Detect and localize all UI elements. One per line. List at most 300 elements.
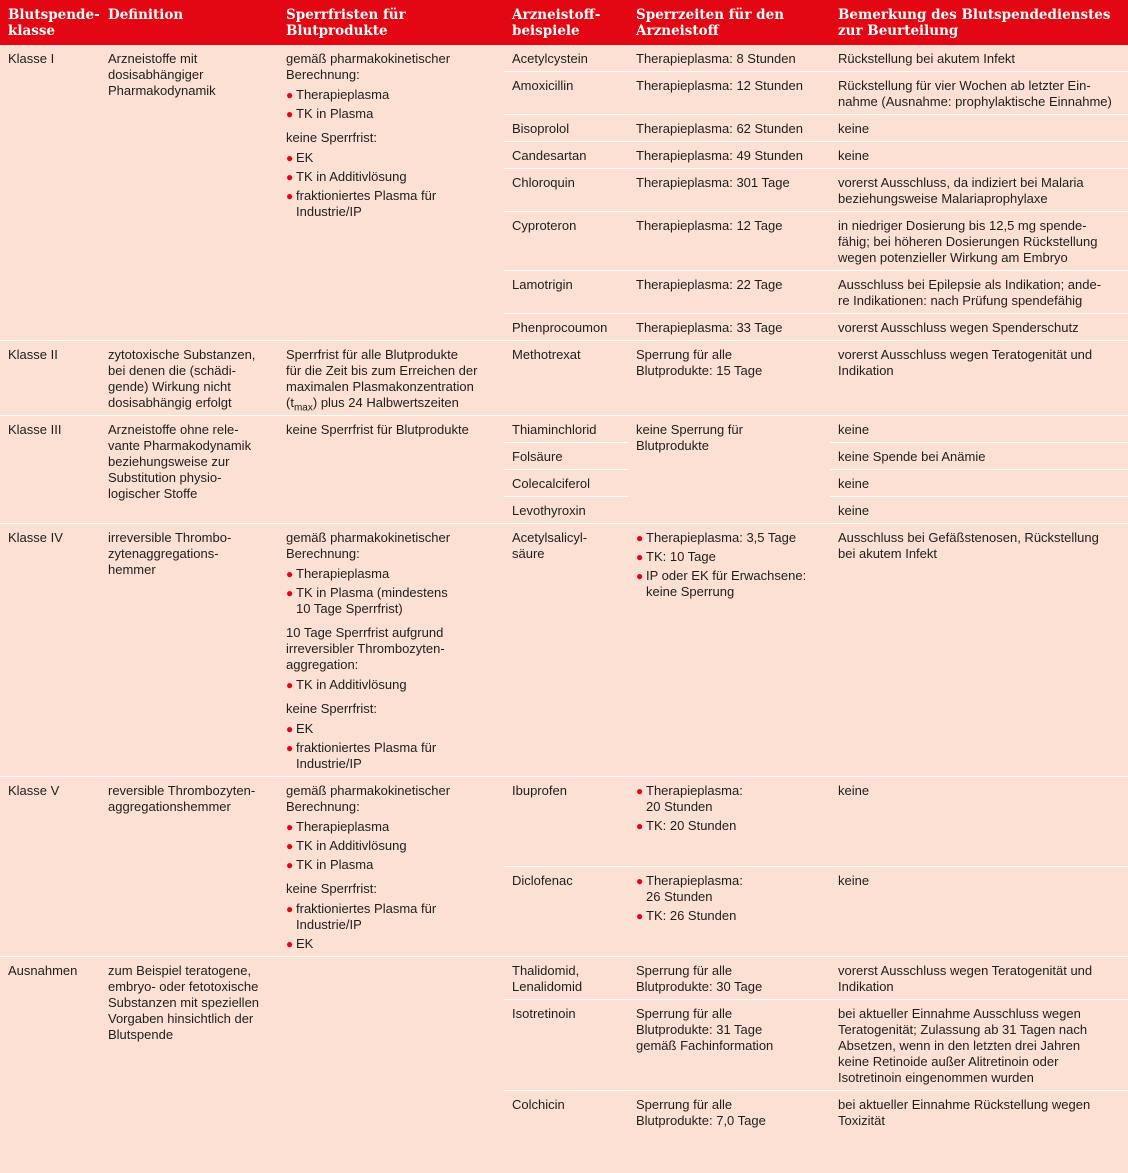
bullet-list — [636, 530, 822, 600]
bemerkung-line: bei akutem Infekt — [838, 546, 937, 561]
bullet-icon: ● — [286, 858, 294, 872]
bullet-line: Industrie/IP — [296, 756, 362, 771]
bullet-line: IP oder EK für Erwachsene: — [646, 568, 807, 583]
bullet-text — [296, 188, 496, 220]
bullet-text — [296, 721, 496, 737]
definition-line: dosisabhängiger — [108, 67, 204, 82]
bemerkung-cell — [830, 341, 1128, 416]
bemerkung-line: Indikation — [838, 363, 894, 378]
header-bemerkung-line: Bemerkung des Blutspendedienstes — [838, 7, 1111, 23]
definition-line: aggregationshemmer — [108, 799, 231, 814]
bullet-icon: ● — [286, 567, 294, 581]
bullet-item — [286, 566, 496, 582]
sperrfristen-line: aggregation: — [286, 657, 359, 672]
bullet-list — [286, 87, 496, 122]
sperrfristen-cell — [278, 341, 504, 416]
header-definition — [100, 0, 278, 45]
class-name: Klasse II — [8, 347, 58, 362]
sperrzeit-line: Blutprodukte: 7,0 Tage — [636, 1113, 766, 1128]
bemerkung-line: Ausschluss bei Epilepsie als Indikation; ande- — [838, 277, 1102, 292]
drug-name: Acetylsalicyl- — [512, 530, 588, 545]
sperrzeit-cell — [628, 341, 830, 416]
bullet-icon: ● — [286, 151, 294, 165]
bullet-icon: ● — [286, 88, 294, 102]
drug-name-cell — [504, 470, 628, 497]
sperrzeit-line: Therapieplasma: 8 Stunden — [636, 51, 796, 66]
bemerkung-line: vorerst Ausschluss wegen Teratogenität und — [838, 347, 1093, 362]
class-name: Klasse I — [8, 51, 55, 66]
definition-cell — [100, 524, 278, 777]
drug-name: Cyproteron — [512, 218, 577, 233]
bullet-line: TK in Additivlösung — [296, 169, 407, 184]
definition-line: vante Pharmakodynamik — [108, 438, 252, 453]
sperrfristen-cell — [278, 777, 504, 957]
drug-name-cell — [504, 271, 628, 314]
bemerkung-cell — [830, 115, 1128, 142]
bullet-text — [296, 106, 496, 122]
sperrzeit-line: Therapieplasma: 49 Stunden — [636, 148, 803, 163]
sperrfristen-cell — [278, 524, 504, 777]
bemerkung-line: in niedriger Dosierung bis 12,5 mg spende- — [838, 218, 1087, 233]
bullet-line: TK in Plasma — [296, 857, 374, 872]
bemerkung-line: Rückstellung für vier Wochen ab letzter Ein- — [838, 78, 1091, 93]
sperrfristen-line: keine Sperrfrist für Blutprodukte — [286, 422, 469, 437]
drug-name-cell — [504, 169, 628, 212]
bemerkung-line: keine — [838, 503, 870, 518]
bullet-item — [286, 740, 496, 772]
sperrfristen-text — [286, 625, 496, 673]
drug-name-cell — [504, 212, 628, 271]
sperrfristen-text — [286, 530, 496, 562]
bullet-line: fraktioniertes Plasma für — [296, 740, 437, 755]
bullet-item — [636, 549, 822, 565]
bullet-line: keine Sperrung — [646, 584, 735, 599]
bemerkung-line: bei aktueller Einnahme Rückstellung wegen — [838, 1097, 1091, 1112]
sperrzeit-line: Sperrung für alle — [636, 347, 733, 362]
bemerkung-cell — [830, 416, 1128, 443]
bemerkung-line: Ausschluss bei Gefäßstenosen, Rückstellung — [838, 530, 1099, 545]
definition-line: zytenaggregations- — [108, 546, 219, 561]
sperrzeit-line: Therapieplasma: 62 Stunden — [636, 121, 803, 136]
header-klasse-line: Blutspende- — [8, 7, 100, 23]
class-name: Klasse III — [8, 422, 62, 437]
bullet-text — [646, 818, 822, 834]
bullet-item — [286, 838, 496, 854]
sperrzeit-cell — [628, 416, 830, 524]
bullet-icon: ● — [286, 586, 294, 600]
sperrzeit-cell — [628, 72, 830, 115]
bullet-line: Therapieplasma: 3,5 Tage — [646, 530, 797, 545]
bullet-line: EK — [296, 150, 314, 165]
bullet-item — [636, 783, 822, 815]
bullet-list — [286, 721, 496, 772]
bemerkung-line: keine — [838, 148, 870, 163]
bullet-item — [286, 901, 496, 933]
bemerkung-cell — [830, 867, 1128, 957]
class-name-cell — [0, 416, 100, 524]
definition-line: Arzneistoffe mit — [108, 51, 198, 66]
bemerkung-line: bei aktueller Einnahme Ausschluss wegen — [838, 1006, 1081, 1021]
bullet-text — [296, 901, 496, 933]
drug-name-cell — [504, 341, 628, 416]
sperrzeit-line: Therapieplasma: 22 Tage — [636, 277, 783, 292]
drug-name: Amoxicillin — [512, 78, 574, 93]
sperrfristen-cell — [278, 416, 504, 524]
bemerkung-line: Indikation — [838, 979, 894, 994]
bemerkung-line: re Indikationen: nach Prüfung spendefähig — [838, 293, 1083, 308]
bemerkung-line: keine — [838, 873, 870, 888]
sperrfristen-text — [286, 130, 496, 146]
bullet-text — [296, 566, 496, 582]
bullet-item — [286, 106, 496, 122]
sperrfristen-line: Berechnung: — [286, 546, 360, 561]
sperrfristen-line: gemäß pharmakokinetischer — [286, 530, 451, 545]
header-sperrzeiten-line: Arzneistoff — [636, 23, 719, 39]
bemerkung-cell — [830, 497, 1128, 524]
bemerkung-line: fähig; bei höheren Dosierungen Rückstellung — [838, 234, 1098, 249]
bullet-icon: ● — [286, 902, 294, 916]
sperrfristen-line: 10 Tage Sperrfrist aufgrund — [286, 625, 444, 640]
bullet-line: 10 Tage Sperrfrist) — [296, 601, 403, 616]
definition-line: zytotoxische Substanzen, — [108, 347, 256, 362]
class-name: Klasse V — [8, 783, 60, 798]
class-name-cell — [0, 777, 100, 957]
drug-name: Methotrexat — [512, 347, 581, 362]
bullet-list — [286, 819, 496, 873]
drug-name-cell — [504, 524, 628, 777]
bullet-line: 26 Stunden — [646, 889, 713, 904]
bullet-item — [286, 585, 496, 617]
bemerkung-line: vorerst Ausschluss wegen Spenderschutz — [838, 320, 1079, 335]
bullet-item — [286, 721, 496, 737]
bullet-text — [296, 150, 496, 166]
bemerkung-cell — [830, 142, 1128, 169]
definition-line: Pharmakodynamik — [108, 83, 216, 98]
bullet-icon: ● — [636, 874, 644, 888]
sperrzeit-line: Blutprodukte: 15 Tage — [636, 363, 763, 378]
bullet-line: 20 Stunden — [646, 799, 713, 814]
sperrfristen-text — [286, 881, 496, 897]
sperrfristen-line: Berechnung: — [286, 799, 360, 814]
sperrzeit-cell — [628, 212, 830, 271]
drug-name-cell — [504, 867, 628, 957]
bullet-text — [296, 677, 496, 693]
sperrzeit-line: Sperrung für alle — [636, 1006, 733, 1021]
sperrfristen-line: für die Zeit bis zum Erreichen der — [286, 363, 478, 378]
sperrzeit-cell — [628, 1000, 830, 1091]
header-sperrzeiten — [628, 0, 830, 45]
bullet-item — [286, 857, 496, 873]
sperrfristen-line: keine Sperrfrist: — [286, 701, 378, 716]
sperrzeit-line: Sperrung für alle — [636, 963, 733, 978]
drug-name-cell — [504, 115, 628, 142]
bemerkung-cell — [830, 45, 1128, 72]
class-name: Klasse IV — [8, 530, 63, 545]
bullet-icon: ● — [286, 839, 294, 853]
sperrzeit-line: Therapieplasma: 12 Tage — [636, 218, 783, 233]
sperrfristen-line: keine Sperrfrist: — [286, 881, 378, 896]
bullet-text — [296, 819, 496, 835]
bemerkung-cell — [830, 1091, 1128, 1134]
bullet-line: TK: 10 Tage — [646, 549, 716, 564]
bullet-list — [286, 901, 496, 952]
drug-name: Phenprocoumon — [512, 320, 608, 335]
definition-cell — [100, 416, 278, 524]
tmax-symbol: t — [290, 395, 294, 410]
sperrfristen-line-tmax: $(t_{max})$ plus 24 Halbwertszeiten — [286, 395, 459, 414]
bullet-icon: ● — [636, 784, 644, 798]
drug-name: Colecalciferol — [512, 476, 591, 491]
sperrzeit-cell — [628, 957, 830, 1000]
bullet-item — [636, 908, 822, 924]
drug-name-cell — [504, 72, 628, 115]
bullet-text — [296, 87, 496, 103]
table-row — [0, 524, 1128, 777]
bullet-line: Therapieplasma — [296, 819, 390, 834]
bullet-line: Therapieplasma — [296, 87, 390, 102]
bullet-item — [636, 530, 822, 546]
bemerkung-cell — [830, 443, 1128, 470]
bemerkung-cell — [830, 524, 1128, 777]
bullet-line: Industrie/IP — [296, 204, 362, 219]
sperrzeit-line: Therapieplasma: 33 Tage — [636, 320, 783, 335]
drug-name-cell — [504, 443, 628, 470]
bemerkung-line: vorerst Ausschluss wegen Teratogenität und — [838, 963, 1093, 978]
definition-line: Substanzen mit speziellen — [108, 995, 260, 1010]
bemerkung-cell — [830, 314, 1128, 341]
sperrfristen-cell — [278, 957, 504, 1134]
definition-line: dosisabhängig erfolgt — [108, 395, 232, 410]
bullet-icon: ● — [636, 569, 644, 583]
drug-name: Folsäure — [512, 449, 563, 464]
definition-cell — [100, 957, 278, 1134]
drug-name-cell — [504, 957, 628, 1000]
bullet-line: TK in Plasma (mindestens — [296, 585, 448, 600]
bemerkung-line: wegen potenzieller Wirkung am Embryo — [838, 250, 1068, 265]
sperrfristen-line: Berechnung: — [286, 67, 360, 82]
drug-name-cell — [504, 314, 628, 341]
bullet-line: EK — [296, 721, 314, 736]
drug-name: Lamotrigin — [512, 277, 573, 292]
sperrfristen-line-rest: ) plus 24 Halbwertszeiten — [312, 395, 459, 410]
definition-line: Arzneistoffe ohne rele- — [108, 422, 239, 437]
bemerkung-cell — [830, 72, 1128, 115]
bullet-line: TK: 26 Stunden — [646, 908, 737, 923]
drug-name-cell — [504, 1000, 628, 1091]
table-row — [0, 416, 1128, 443]
definition-cell — [100, 45, 278, 341]
bemerkung-cell — [830, 169, 1128, 212]
sperrzeit-cell — [628, 524, 830, 777]
sperrfristen-text — [286, 701, 496, 717]
definition-line: Blutspende — [108, 1027, 174, 1042]
drug-name: Isotretinoin — [512, 1006, 576, 1021]
bullet-icon: ● — [286, 820, 294, 834]
bemerkung-line: beziehungsweise Malariaprophylaxe — [838, 191, 1048, 206]
definition-line: gende) Wirkung nicht — [108, 379, 231, 394]
drug-name: Diclofenac — [512, 873, 573, 888]
drug-name: säure — [512, 546, 545, 561]
sperrzeit-line: Therapieplasma: 301 Tage — [636, 175, 790, 190]
bullet-icon: ● — [286, 937, 294, 951]
sperrzeit-cell — [628, 142, 830, 169]
drug-name: Levothyroxin — [512, 503, 586, 518]
bemerkung-line: keine Retinoide außer Alitretinoin oder — [838, 1054, 1059, 1069]
sperrzeit-cell — [628, 169, 830, 212]
sperrzeit-line: keine Sperrung für — [636, 422, 743, 437]
definition-line: Vorgaben hinsichtlich der — [108, 1011, 254, 1026]
bullet-item — [286, 169, 496, 185]
table-row — [0, 777, 1128, 867]
bullet-icon: ● — [286, 678, 294, 692]
bullet-list — [286, 150, 496, 220]
bullet-text — [296, 740, 496, 772]
drug-name: Chloroquin — [512, 175, 575, 190]
bullet-item — [286, 936, 496, 952]
bemerkung-cell — [830, 777, 1128, 867]
definition-line: logischer Stoffe — [108, 486, 198, 501]
definition-line: beziehungsweise zur — [108, 454, 230, 469]
class-name-cell — [0, 524, 100, 777]
sperrfristen-text — [286, 783, 496, 815]
drug-name-cell — [504, 1091, 628, 1134]
sperrfristen-line: gemäß pharmakokinetischer — [286, 51, 451, 66]
header-arzneistoff — [504, 0, 628, 45]
bullet-line: fraktioniertes Plasma für — [296, 188, 437, 203]
bullet-text — [646, 568, 822, 600]
bullet-line: fraktioniertes Plasma für — [296, 901, 437, 916]
drug-name: Acetylcystein — [512, 51, 588, 66]
bemerkung-line: keine Spende bei Anämie — [838, 449, 986, 464]
bullet-text — [646, 908, 822, 924]
bullet-line: TK in Additivlösung — [296, 677, 407, 692]
bullet-line: EK — [296, 936, 314, 951]
class-name-cell — [0, 45, 100, 341]
bullet-list — [636, 873, 822, 924]
header-arzneistoff-line: Arzneistoff- — [512, 7, 601, 23]
sperrzeit-line: Sperrung für alle — [636, 1097, 733, 1112]
bullet-list — [286, 566, 496, 617]
sperrzeit-line: gemäß Fachinformation — [636, 1038, 774, 1053]
bullet-line: Industrie/IP — [296, 917, 362, 932]
bullet-icon: ● — [286, 189, 294, 203]
bemerkung-line: nahme (Ausnahme: prophylaktische Einnahme) — [838, 94, 1112, 109]
sperrzeit-cell — [628, 1091, 830, 1134]
bullet-icon: ● — [636, 819, 644, 833]
bemerkung-cell — [830, 1000, 1128, 1091]
bemerkung-cell — [830, 470, 1128, 497]
header-bemerkung-line: zur Beurteilung — [838, 23, 959, 39]
table-body — [0, 45, 1128, 1133]
definition-line: reversible Thrombozyten- — [108, 783, 256, 798]
sperrzeit-cell — [628, 314, 830, 341]
bullet-icon: ● — [286, 741, 294, 755]
sperrzeit-line: Blutprodukte: 30 Tage — [636, 979, 763, 994]
header-row — [0, 0, 1128, 45]
definition-line: irreversible Thrombo- — [108, 530, 232, 545]
drug-name-cell — [504, 45, 628, 72]
definition-line: bei denen die (schädi- — [108, 363, 236, 378]
drug-name: Ibuprofen — [512, 783, 567, 798]
drug-name: Bisoprolol — [512, 121, 570, 136]
bullet-text — [646, 530, 822, 546]
sperrfristen-line: keine Sperrfrist: — [286, 130, 378, 145]
bullet-text — [296, 585, 496, 617]
sperrzeit-cell — [628, 271, 830, 314]
header-klasse — [0, 0, 100, 45]
drug-name: Thiaminchlorid — [512, 422, 597, 437]
bemerkung-line: Isotretinoin eingenommen wurden — [838, 1070, 1034, 1085]
bullet-list — [286, 677, 496, 693]
drug-name-cell — [504, 497, 628, 524]
sperrfristen-cell — [278, 45, 504, 341]
bullet-icon: ● — [286, 107, 294, 121]
bemerkung-line: keine — [838, 422, 870, 437]
sperrzeit-cell — [628, 777, 830, 867]
bemerkung-line: keine — [838, 121, 870, 136]
sperrfristen-line: maximalen Plasmakonzentration — [286, 379, 474, 394]
header-sperrfristen-line: Sperrfristen für Blutprodukte — [286, 7, 406, 39]
tmax-subscript: max — [293, 402, 313, 414]
table-row — [0, 45, 1128, 72]
bullet-line: TK in Additivlösung — [296, 838, 407, 853]
bemerkung-line: keine — [838, 476, 870, 491]
definition-cell — [100, 777, 278, 957]
header-definition-line: Definition — [108, 7, 184, 23]
drug-name: Candesartan — [512, 148, 587, 163]
bullet-icon: ● — [286, 170, 294, 184]
definition-line: Substitution physio- — [108, 470, 222, 485]
bemerkung-line: vorerst Ausschluss, da indiziert bei Malaria — [838, 175, 1084, 190]
bemerkung-cell — [830, 957, 1128, 1000]
bullet-icon: ● — [636, 550, 644, 564]
bemerkung-line: Teratogenität; Zulassung ab 31 Tagen nach — [838, 1022, 1088, 1037]
drug-name-cell — [504, 142, 628, 169]
bemerkung-line: keine — [838, 783, 870, 798]
bullet-item — [636, 873, 822, 905]
class-name: Ausnahmen — [8, 963, 78, 978]
drug-name-cell — [504, 416, 628, 443]
class-name-cell — [0, 957, 100, 1134]
drug-name: Thalidomid, — [512, 963, 580, 978]
bemerkung-cell — [830, 212, 1128, 271]
bullet-line: Therapieplasma — [296, 566, 390, 581]
header-sperrfristen — [278, 0, 504, 45]
sperrfristen-text — [286, 51, 496, 83]
bemerkung-line: Absetzen, wenn in den letzten drei Jahren — [838, 1038, 1081, 1053]
drug-name: Colchicin — [512, 1097, 565, 1112]
bemerkung-line: Toxizität — [838, 1113, 885, 1128]
definition-line: hemmer — [108, 562, 156, 577]
bemerkung-line: Rückstellung bei akutem Infekt — [838, 51, 1016, 66]
table-row — [0, 957, 1128, 1000]
header-sperrzeiten-line: Sperrzeiten für den — [636, 7, 785, 23]
bullet-item — [286, 677, 496, 693]
bullet-text — [646, 549, 822, 565]
bullet-text — [296, 838, 496, 854]
bullet-item — [636, 568, 822, 600]
drug-name-cell — [504, 777, 628, 867]
bullet-item — [286, 188, 496, 220]
sperrzeit-cell — [628, 115, 830, 142]
bullet-text — [646, 873, 822, 905]
bullet-item — [286, 87, 496, 103]
definition-line: zum Beispiel teratogene, — [108, 963, 252, 978]
bullet-icon: ● — [636, 909, 644, 923]
bullet-item — [636, 818, 822, 834]
table-row — [0, 341, 1128, 416]
bullet-text — [296, 936, 496, 952]
